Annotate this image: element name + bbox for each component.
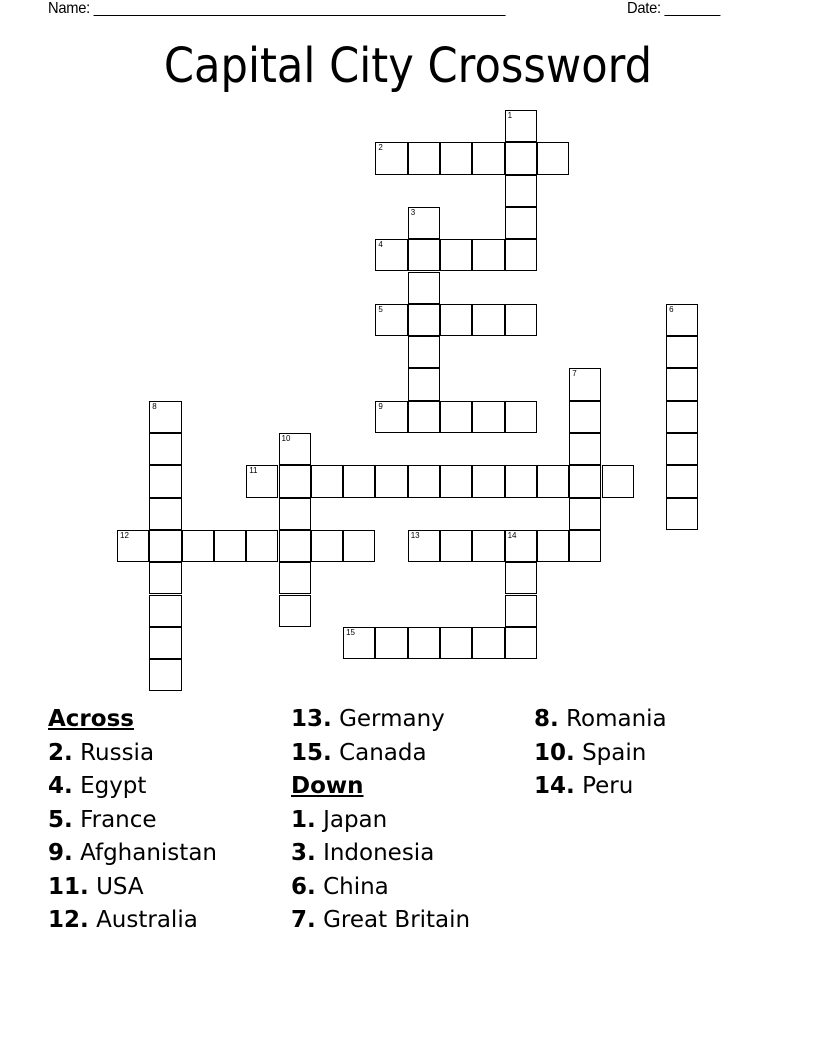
grid-cell[interactable] xyxy=(279,465,311,497)
clue-down-3 xyxy=(291,837,470,871)
grid-cell[interactable] xyxy=(246,530,278,562)
clue-across-15 xyxy=(291,737,470,771)
grid-number: 4 xyxy=(378,240,383,250)
grid-cell[interactable] xyxy=(408,465,440,497)
clue-across-11 xyxy=(48,871,217,905)
clue-text: Russia xyxy=(80,739,155,766)
clue-number: 10. xyxy=(534,739,575,766)
grid-cell[interactable] xyxy=(505,239,537,271)
grid-cell[interactable] xyxy=(440,530,472,562)
clue-number: 12. xyxy=(48,907,89,933)
grid-cell[interactable] xyxy=(408,207,440,239)
page-title: Capital City Crossword xyxy=(163,38,653,94)
grid-number: 1 xyxy=(507,111,513,120)
grid-cell[interactable] xyxy=(505,627,537,659)
clue-down-8 xyxy=(534,703,667,737)
grid-cell[interactable] xyxy=(149,627,181,659)
grid-number: 8 xyxy=(152,401,157,411)
clue-down-6 xyxy=(291,871,470,905)
grid-cell[interactable] xyxy=(375,239,407,271)
grid-cell[interactable] xyxy=(569,530,601,562)
clue-text: Canada xyxy=(339,739,427,766)
grid-cell[interactable] xyxy=(149,401,181,433)
grid-number: 2 xyxy=(378,143,383,153)
clue-number: 3. xyxy=(291,840,316,866)
grid-cell[interactable] xyxy=(569,498,601,530)
clue-text: USA xyxy=(96,873,144,900)
clue-number: 15. xyxy=(291,739,332,766)
grid-cell[interactable] xyxy=(279,530,311,562)
grid-cell[interactable] xyxy=(666,304,698,336)
grid-cell[interactable] xyxy=(149,595,181,627)
grid-cell[interactable] xyxy=(343,627,375,659)
grid-cell[interactable] xyxy=(569,368,601,400)
grid-cell[interactable] xyxy=(440,142,472,174)
grid-cell[interactable] xyxy=(440,304,472,336)
grid-cell[interactable] xyxy=(375,401,407,433)
clue-down-7 xyxy=(291,904,470,938)
grid-cell[interactable] xyxy=(505,304,537,336)
grid-cell[interactable] xyxy=(117,530,149,562)
clue-text: Peru xyxy=(582,773,634,799)
clue-text: Australia xyxy=(96,907,198,933)
clue-number: 14. xyxy=(534,773,575,799)
grid-cell[interactable] xyxy=(408,272,440,304)
clue-number: 2. xyxy=(48,739,73,766)
clue-across-9 xyxy=(48,837,217,871)
grid-cell[interactable] xyxy=(149,433,181,465)
grid-cell[interactable] xyxy=(537,530,569,562)
clue-text: Germany xyxy=(339,706,445,732)
grid-number: 9 xyxy=(378,401,383,411)
name-field[interactable]: Name: ____________________________________________________ xyxy=(48,0,506,17)
clue-text: Afghanistan xyxy=(80,840,217,866)
grid-cell[interactable] xyxy=(569,401,601,433)
grid-cell[interactable] xyxy=(505,207,537,239)
clue-across-4 xyxy=(48,770,217,804)
grid-cell[interactable] xyxy=(149,530,181,562)
grid-number: 7 xyxy=(572,369,577,379)
clue-across-12 xyxy=(48,904,217,938)
grid-cell[interactable] xyxy=(472,627,504,659)
grid-cell[interactable] xyxy=(440,239,472,271)
grid-cell[interactable] xyxy=(440,627,472,659)
grid-cell[interactable] xyxy=(505,530,537,562)
grid-cell[interactable] xyxy=(149,659,181,691)
grid-number: 15 xyxy=(346,627,355,637)
grid-cell[interactable] xyxy=(375,627,407,659)
grid-cell[interactable] xyxy=(472,239,504,271)
clues-column-3 xyxy=(534,703,667,804)
grid-number: 3 xyxy=(410,207,416,217)
clue-number: 8. xyxy=(534,706,559,732)
grid-number: 6 xyxy=(669,304,674,314)
grid-cell[interactable] xyxy=(666,336,698,368)
grid-cell[interactable] xyxy=(149,498,181,530)
clue-across-5 xyxy=(48,804,217,838)
grid-cell[interactable] xyxy=(408,530,440,562)
grid-cell[interactable] xyxy=(182,530,214,562)
grid-cell[interactable] xyxy=(408,401,440,433)
clue-down-1 xyxy=(291,804,470,838)
grid-cell[interactable] xyxy=(537,465,569,497)
grid-cell[interactable] xyxy=(666,498,698,530)
grid-cell[interactable] xyxy=(505,110,537,142)
across-heading: Across xyxy=(48,706,134,732)
clue-number: 1. xyxy=(291,806,316,833)
date-field[interactable]: Date: _______ xyxy=(627,0,720,17)
clue-number: 5. xyxy=(48,806,73,833)
grid-number: 10 xyxy=(281,434,291,443)
clues-column-2 xyxy=(291,703,470,938)
clue-number: 4. xyxy=(48,773,73,799)
down-heading: Down xyxy=(291,773,364,799)
grid-cell[interactable] xyxy=(311,465,343,497)
grid-cell[interactable] xyxy=(440,401,472,433)
grid-cell[interactable] xyxy=(505,401,537,433)
grid-cell[interactable] xyxy=(472,304,504,336)
grid-cell[interactable] xyxy=(505,465,537,497)
grid-cell[interactable] xyxy=(440,465,472,497)
clue-text: Great Britain xyxy=(323,907,471,933)
grid-cell[interactable] xyxy=(214,530,246,562)
clue-across-2 xyxy=(48,737,217,771)
grid-cell[interactable] xyxy=(569,433,601,465)
clue-number: 11. xyxy=(48,873,89,900)
grid-cell[interactable] xyxy=(343,530,375,562)
grid-cell[interactable] xyxy=(408,368,440,400)
grid-cell[interactable] xyxy=(537,142,569,174)
grid-number: 12 xyxy=(120,530,129,540)
clue-text: Indonesia xyxy=(323,840,435,866)
grid-cell[interactable] xyxy=(149,465,181,497)
grid-cell[interactable] xyxy=(343,465,375,497)
clue-text: France xyxy=(80,806,157,833)
grid-cell[interactable] xyxy=(279,498,311,530)
grid-cell[interactable] xyxy=(505,142,537,174)
grid-cell[interactable] xyxy=(505,175,537,207)
clues-column-1 xyxy=(48,703,217,938)
grid-cell[interactable] xyxy=(408,239,440,271)
clue-text: Egypt xyxy=(80,773,147,799)
grid-cell[interactable] xyxy=(375,142,407,174)
clue-text: Japan xyxy=(323,806,388,833)
clue-across-13 xyxy=(291,703,470,737)
grid-cell[interactable] xyxy=(408,142,440,174)
grid-cell[interactable] xyxy=(311,530,343,562)
clue-down-14 xyxy=(534,770,667,804)
grid-cell[interactable] xyxy=(246,465,278,497)
grid-cell[interactable] xyxy=(472,142,504,174)
grid-cell[interactable] xyxy=(408,627,440,659)
grid-number: 14 xyxy=(507,530,517,540)
grid-cell[interactable] xyxy=(505,562,537,594)
clue-text: China xyxy=(323,873,389,900)
grid-cell[interactable] xyxy=(569,465,601,497)
clue-down-10 xyxy=(534,737,667,771)
grid-cell[interactable] xyxy=(602,465,634,497)
clue-text: Romania xyxy=(566,706,667,732)
grid-cell[interactable] xyxy=(149,562,181,594)
grid-number: 13 xyxy=(410,530,420,540)
grid-cell[interactable] xyxy=(472,465,504,497)
grid-cell[interactable] xyxy=(408,336,440,368)
grid-cell[interactable] xyxy=(279,595,311,627)
clue-number: 9. xyxy=(48,840,73,866)
clue-text: Spain xyxy=(582,739,647,766)
grid-cell[interactable] xyxy=(666,401,698,433)
grid-cell[interactable] xyxy=(666,465,698,497)
grid-cell[interactable] xyxy=(375,304,407,336)
grid-cell[interactable] xyxy=(408,304,440,336)
grid-cell[interactable] xyxy=(279,562,311,594)
grid-cell[interactable] xyxy=(472,530,504,562)
grid-cell[interactable] xyxy=(375,465,407,497)
clue-number: 13. xyxy=(291,706,332,732)
grid-cell[interactable] xyxy=(666,368,698,400)
grid-cell[interactable] xyxy=(505,595,537,627)
grid-cell[interactable] xyxy=(666,433,698,465)
grid-number: 5 xyxy=(378,304,383,314)
clue-number: 7. xyxy=(291,907,316,933)
clue-number: 6. xyxy=(291,873,316,900)
grid-cell[interactable] xyxy=(279,433,311,465)
grid-number: 11 xyxy=(249,466,258,476)
grid-cell[interactable] xyxy=(472,401,504,433)
